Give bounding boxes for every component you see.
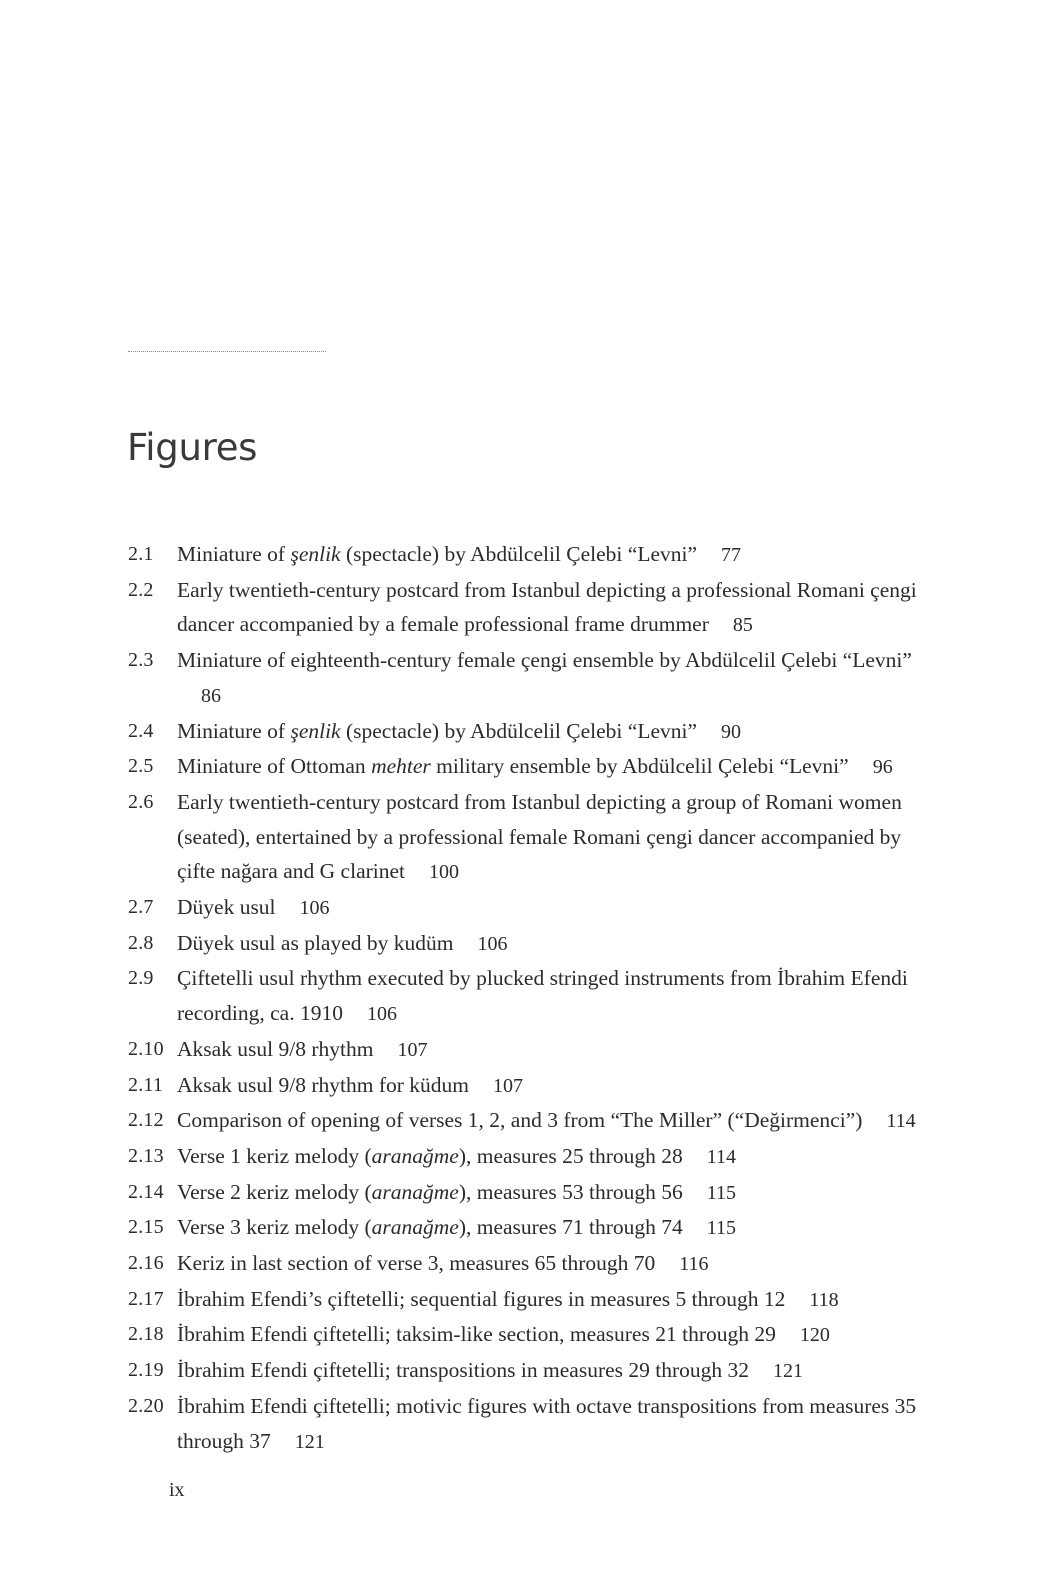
figure-entry [128, 1210, 948, 1246]
figure-list [128, 537, 948, 1459]
figure-caption [177, 926, 937, 962]
caption-italic-term: aranağme [371, 1179, 459, 1204]
page-number: ix [169, 1479, 185, 1501]
figure-caption [177, 785, 937, 890]
figure-number: 2.4 [128, 719, 154, 742]
caption-italic-term: şenlik [290, 542, 341, 566]
caption-text: (spectacle) by Abdülcelil Çelebi “Levni” [340, 542, 698, 566]
figure-number: 2.12 [128, 1109, 164, 1132]
caption-text: ), measures 71 through 74 [458, 1215, 683, 1240]
figure-caption [177, 714, 937, 750]
figure-number: 2.15 [128, 1216, 164, 1239]
caption-text: ), measures 25 through 28 [458, 1143, 683, 1168]
figure-entry [128, 749, 948, 785]
figure-caption [177, 1282, 937, 1318]
caption-text: Miniature of [177, 718, 291, 743]
figure-entry [128, 714, 948, 750]
figure-number: 2.17 [128, 1287, 164, 1310]
figure-page-number: 114 [706, 1145, 736, 1168]
figure-caption [177, 573, 937, 643]
figure-caption [177, 1210, 937, 1246]
figure-caption [177, 1032, 937, 1068]
figure-caption [177, 1317, 937, 1353]
figure-caption [177, 890, 937, 926]
figure-entry [128, 643, 948, 713]
caption-text: Düyek usul [177, 895, 276, 920]
caption-text: Verse 3 keriz melody ( [177, 1215, 372, 1240]
figure-page-number: 96 [872, 756, 893, 779]
caption-text: Çiftetelli usul rhythm executed by plucked stringed instruments from İbrahim Efendi recording, ca. 1910 [177, 966, 908, 1026]
figure-page-number: 116 [679, 1253, 709, 1276]
caption-text: Düyek usul as played by kudüm [177, 930, 454, 955]
caption-text: Miniature of eighteenth-century female çengi ensemble by Abdülcelil Çelebi “Levni” [177, 648, 912, 673]
figure-caption [177, 537, 937, 573]
caption-text: Aksak usul 9/8 rhythm [177, 1036, 374, 1061]
figure-caption [177, 1246, 937, 1282]
figure-page-number: 107 [397, 1038, 428, 1061]
figure-number: 2.19 [128, 1359, 164, 1382]
figure-number: 2.14 [128, 1180, 164, 1203]
figure-entry [128, 1317, 948, 1353]
caption-italic-term: şenlik [290, 718, 341, 743]
figure-caption [177, 1175, 937, 1211]
figure-number: 2.2 [128, 578, 154, 601]
figure-number: 2.18 [128, 1323, 164, 1346]
figure-caption [177, 1068, 937, 1104]
figure-entry [128, 573, 948, 643]
figure-page-number: 106 [299, 897, 330, 920]
figure-page-number: 106 [477, 932, 508, 955]
caption-text: (spectacle) by Abdülcelil Çelebi “Levni” [340, 718, 698, 743]
figure-caption [177, 1139, 937, 1175]
figure-number: 2.10 [128, 1037, 164, 1060]
caption-text: İbrahim Efendi çiftetelli; transpositions in measures 29 through 32 [177, 1358, 750, 1383]
figure-entry [128, 1068, 948, 1104]
page-title: Figures [127, 426, 258, 469]
figure-number: 2.11 [128, 1073, 164, 1096]
figure-entry [128, 1032, 948, 1068]
figure-number: 2.8 [128, 931, 154, 954]
caption-italic-term: mehter [371, 754, 431, 779]
caption-text: Aksak usul 9/8 rhythm for küdum [177, 1072, 470, 1097]
dotted-rule [128, 351, 326, 352]
figure-caption [177, 1353, 937, 1389]
caption-text: Early twentieth-century postcard from Istanbul depicting a professional Romani çengi dancer accompanied by a female professional frame drummer [177, 577, 917, 637]
figure-page-number: 90 [721, 720, 742, 743]
figure-page-number: 106 [366, 1003, 397, 1026]
caption-text: Miniature of Ottoman [177, 754, 372, 779]
figure-page-number: 114 [886, 1110, 916, 1133]
figure-number: 2.6 [128, 790, 154, 813]
figure-entry [128, 1139, 948, 1175]
figure-page-number: 107 [493, 1074, 524, 1097]
figure-number: 2.3 [128, 649, 154, 672]
caption-text: ), measures 53 through 56 [458, 1179, 683, 1204]
figure-caption [177, 643, 937, 713]
figure-page-number: 115 [706, 1217, 736, 1240]
figure-page-number: 121 [773, 1360, 804, 1383]
figure-entry [128, 1175, 948, 1211]
figure-entry [128, 890, 948, 926]
figure-number: 2.7 [128, 896, 154, 919]
figure-number: 2.1 [128, 543, 154, 565]
figure-number: 2.20 [128, 1394, 164, 1417]
figure-number: 2.16 [128, 1252, 164, 1275]
figure-page-number: 118 [809, 1288, 839, 1311]
figure-entry [128, 1353, 948, 1389]
caption-text: Verse 2 keriz melody ( [177, 1179, 372, 1204]
caption-text: Verse 1 keriz melody ( [177, 1143, 372, 1168]
caption-text: Keriz in last section of verse 3, measures 65 through 70 [177, 1251, 656, 1276]
figure-page-number: 100 [429, 861, 460, 884]
figure-page-number: 85 [732, 614, 753, 637]
figure-entry [128, 537, 948, 573]
figure-entry [128, 926, 948, 962]
figure-page-number: 86 [201, 684, 221, 707]
figure-number: 2.13 [128, 1144, 164, 1167]
caption-text: İbrahim Efendi çiftetelli; motivic figures with octave transpositions from measures 35 through 37 [177, 1393, 917, 1453]
figure-caption [177, 1103, 937, 1139]
figure-entry [128, 785, 948, 890]
figure-page-number: 115 [706, 1181, 736, 1204]
caption-italic-term: aranağme [371, 1143, 459, 1168]
figure-entry [128, 961, 948, 1031]
figure-page-number: 121 [294, 1430, 325, 1453]
caption-text: İbrahim Efendi’s çiftetelli; sequential figures in measures 5 through 12 [177, 1286, 786, 1311]
figure-page-number: 120 [799, 1324, 830, 1347]
figure-entry [128, 1282, 948, 1318]
figure-number: 2.5 [128, 755, 154, 778]
figure-caption [177, 1389, 937, 1459]
caption-text: Miniature of [177, 542, 291, 566]
figure-number: 2.9 [128, 967, 154, 990]
figure-entry [128, 1389, 948, 1459]
figure-caption [177, 749, 937, 785]
caption-text: Early twentieth-century postcard from Istanbul depicting a group of Romani women (seated), entertained by a professional female Romani çengi dancer accompanied by çifte nağara and G clarinet [177, 789, 902, 884]
caption-text: İbrahim Efendi çiftetelli; taksim-like section, measures 21 through 29 [177, 1322, 776, 1347]
caption-italic-term: aranağme [371, 1215, 459, 1240]
figure-caption [177, 961, 937, 1031]
caption-text: Comparison of opening of verses 1, 2, and 3 from “The Miller” (“Değirmenci”) [177, 1108, 863, 1133]
figure-entry [128, 1103, 948, 1139]
figure-entry [128, 1246, 948, 1282]
figure-page-number: 77 [721, 544, 742, 566]
caption-text: military ensemble by Abdülcelil Çelebi “Levni” [430, 754, 849, 779]
